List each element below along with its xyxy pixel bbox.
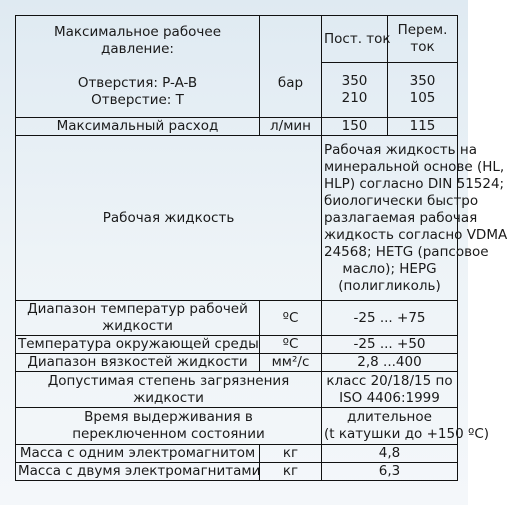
table-row-ambient-temperature (16, 336, 458, 354)
dc-pressure-t: 210 (341, 90, 368, 106)
dc-pressure-pab: 350 (341, 73, 368, 89)
fluid-description-line: HLP) согласно DIN 51524; (324, 175, 505, 192)
ac-pressure-pab: 350 (409, 73, 436, 89)
table-row-duty (16, 408, 458, 445)
ac-header-line1: Перем. (397, 22, 448, 38)
flow-ac-value: 115 (388, 118, 458, 136)
contamination-value-line1: класс 20/18/15 по (326, 372, 453, 389)
flow-unit: л/мин (260, 118, 322, 136)
contamination-label-line1: Допустимая степень загрязнения (47, 372, 290, 389)
fluid-description-line: 24568; HETG (рапсовое (324, 243, 489, 260)
contamination-value-line2: ISO 4406:1999 (339, 389, 440, 406)
viscosity-label: Диапазон вязкостей жидкости (16, 354, 260, 372)
pressure-unit-cell (260, 16, 322, 118)
ambient-temp-unit: ºC (260, 336, 322, 354)
contamination-value-cell (322, 372, 458, 408)
fluid-description-cell (322, 136, 507, 301)
fluid-temp-label-line1: Диапазон температур рабочей (27, 301, 248, 317)
duty-value-line2: (t катушки до +150 ºC) (324, 426, 490, 442)
fluid-temp-value: -25 ... +75 (322, 301, 458, 336)
ambient-temp-value: -25 ... +50 (322, 336, 458, 354)
ac-pressure-cell (388, 63, 458, 118)
mass-one-value: 4,8 (322, 445, 458, 463)
table-row-contamination (16, 372, 458, 408)
pressure-label-line2: давление: (101, 41, 174, 57)
pressure-label-cell (16, 16, 260, 118)
dc-header-cell (322, 16, 391, 63)
table-row-fluid-temperature (16, 301, 458, 336)
fluid-description-line: биологически быстро (324, 192, 479, 209)
fluid-temp-label-cell (16, 301, 260, 336)
ac-header-line2: ток (410, 39, 435, 55)
dc-header: Пост. ток (324, 30, 391, 47)
ambient-temp-label: Температура окружающей среды (16, 336, 260, 354)
specification-table (15, 15, 507, 481)
fluid-description-line: (полигликоль) (338, 277, 441, 294)
ac-pressure-t: 105 (409, 90, 436, 106)
fluid-description-line: Рабочая жидкость на (324, 141, 477, 158)
mass-one-unit: кг (260, 445, 322, 463)
fluid-description-line: масло); HEPG (342, 260, 437, 277)
contamination-label-line2: жидкости (133, 389, 204, 406)
duty-label-line2: переключенном состоянии (72, 426, 265, 442)
flow-dc-value: 150 (322, 118, 388, 136)
table-row-viscosity (16, 354, 458, 372)
mass-two-label: Масса с двумя электромагнитами (16, 463, 260, 481)
mass-two-unit: кг (260, 463, 322, 481)
flow-label: Максимальный расход (16, 118, 260, 136)
table-row-mass-one-solenoid (16, 445, 458, 463)
table-row-pressure-header (16, 16, 458, 63)
contamination-label-cell (16, 372, 322, 408)
fluid-label: Рабочая жидкость (16, 136, 322, 301)
table-row-fluid (16, 136, 458, 301)
duty-label-line1: Время выдерживания в (84, 409, 253, 425)
fluid-temp-unit: ºC (260, 301, 322, 336)
duty-label-cell (16, 408, 322, 445)
duty-value-cell (322, 408, 490, 445)
table-row-mass-two-solenoids (16, 463, 458, 481)
pressure-ports-t: Отверстие: T (91, 92, 184, 108)
fluid-temp-label-line2: жидкости (102, 318, 173, 334)
fluid-description-line: минеральной основе (HL, (324, 158, 505, 175)
viscosity-unit: мм²/с (260, 354, 322, 372)
mass-two-value: 6,3 (322, 463, 458, 481)
ac-header-cell (388, 16, 458, 63)
mass-one-label: Масса с одним электромагнитом (16, 445, 260, 463)
dc-pressure-cell (322, 63, 388, 118)
fluid-description-line: разлагаемая рабочая (324, 209, 478, 226)
viscosity-value: 2,8 ...400 (322, 354, 458, 372)
table-row-flow (16, 118, 458, 136)
pressure-unit: бар (277, 75, 304, 91)
fluid-description-line: жидкость согласно VDMA (324, 226, 507, 243)
pressure-ports-pab: Отверстия: P-A-B (77, 75, 198, 91)
pressure-label-line1: Максимальное рабочее (53, 24, 221, 40)
duty-value-line1: длительное (347, 409, 432, 425)
